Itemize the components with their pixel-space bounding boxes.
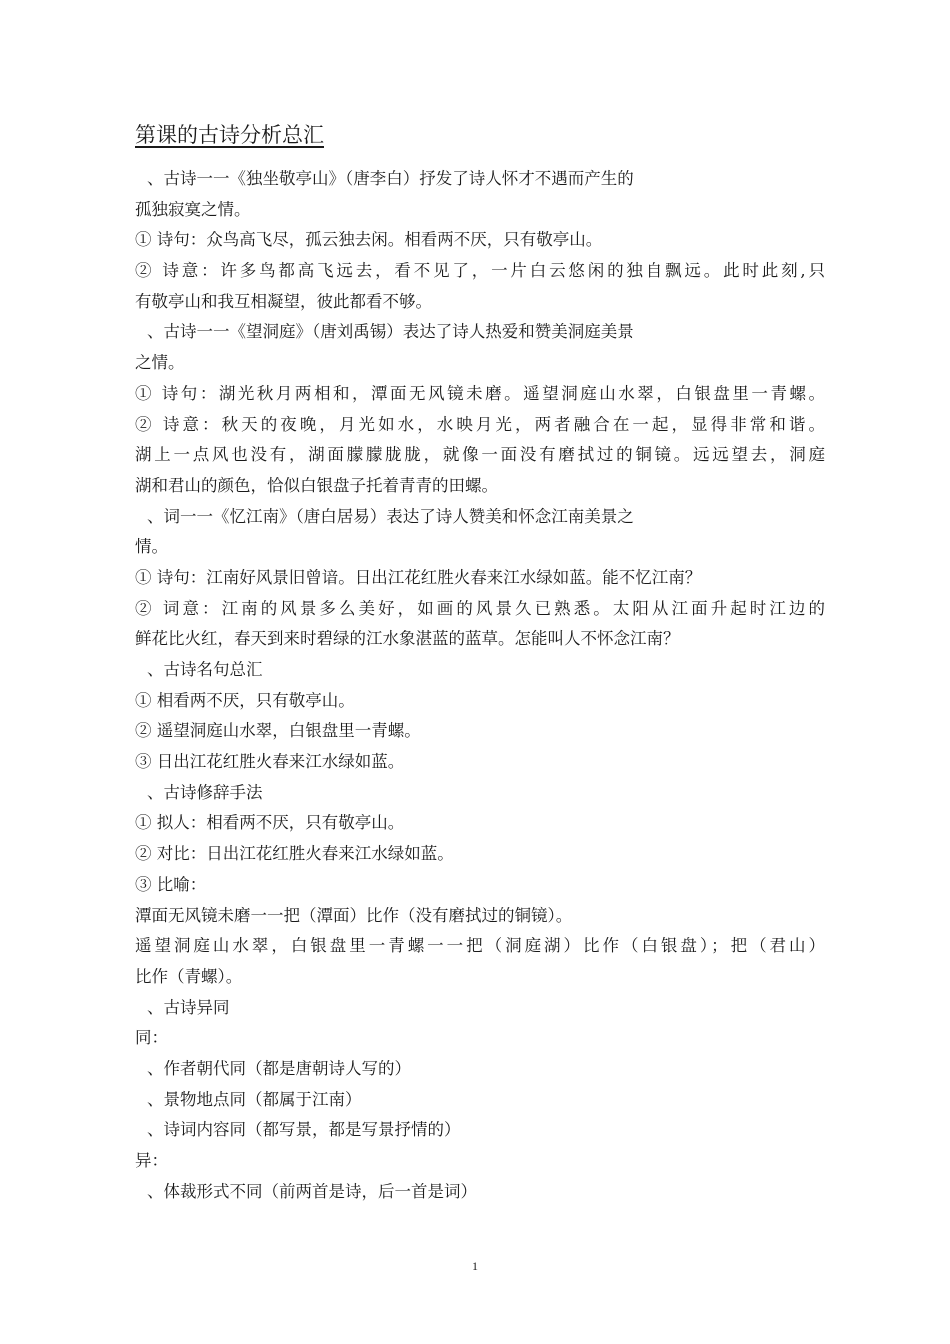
poem-meaning-1: ② 诗意：许多鸟都高飞远去，看不见了，一片白云悠闲的独自飘远。此时此刻,只 — [135, 261, 825, 281]
paragraph-line: 湖和君山的颜色，恰似白银盘子托着青青的田螺。 — [135, 475, 498, 495]
paragraph-line: 情。 — [135, 537, 168, 557]
list-item: 、诗词内容同（都写景，都是写景抒情的） — [147, 1120, 461, 1140]
list-item: ③ 日出江花红胜火春来江水绿如蓝。 — [135, 752, 405, 772]
list-item: ③ 比喻： — [135, 874, 207, 894]
paragraph-line: 遥望洞庭山水翠，白银盘里一青螺一一把（洞庭湖）比作（白银盘）；把（君山） — [135, 936, 825, 956]
section-heading-1: 、古诗一一《独坐敬亭山》（唐李白）抒发了诗人怀才不遇而产生的 — [147, 169, 634, 188]
poem-meaning-2: ② 诗意：秋天的夜晚，月光如水，水映月光，两者融合在一起，显得非常和谐。 — [135, 414, 825, 434]
section-heading-2: 、古诗一一《望洞庭》（唐刘禹锡）表达了诗人热爱和赞美洞庭美景 — [147, 322, 634, 342]
paragraph-line: 比作（青螺）。 — [135, 966, 243, 986]
page-number: 1 — [472, 1259, 478, 1273]
list-item: ② 对比：日出江花红胜火春来江水绿如蓝。 — [135, 844, 454, 864]
paragraph-line: 鲜花比火红，春天到来时碧绿的江水象湛蓝的蓝草。怎能叫人不怀念江南？ — [135, 629, 680, 649]
section-heading-3: 、词一一《忆江南》（唐白居易）表达了诗人赞美和怀念江南美景之 — [147, 506, 634, 526]
poem-lines-2: ① 诗句：湖光秋月两相和，潭面无风镜未磨。遥望洞庭山水翠，白银盘里一青螺。 — [135, 383, 825, 403]
paragraph-line: 有敬亭山和我互相凝望，彼此都看不够。 — [135, 291, 432, 311]
list-item: 、作者朝代同（都是唐朝诗人写的） — [147, 1058, 411, 1078]
paragraph-line: 孤独寂寞之情。 — [135, 199, 251, 219]
paragraph-line: 湖上一点风也没有，湖面朦朦胧胧，就像一面没有磨拭过的铜镜。远远望去，洞庭 — [135, 445, 825, 465]
subheading-same: 同： — [135, 1028, 168, 1048]
list-item: ① 拟人：相看两不厌，只有敬亭山。 — [135, 813, 405, 833]
poem-meaning-3: ② 词意：江南的风景多么美好，如画的风景久已熟悉。太阳从江面升起时江边的 — [135, 598, 825, 618]
list-item: 、体裁形式不同（前两首是诗，后一首是词） — [147, 1181, 477, 1201]
section-heading-6: 、古诗异同 — [147, 997, 230, 1017]
list-item: 、景物地点同（都属于江南） — [147, 1089, 362, 1109]
list-item: ① 相看两不厌，只有敬亭山。 — [135, 690, 355, 710]
section-heading-5: 、古诗修辞手法 — [147, 782, 263, 802]
poem-lines-3: ① 诗句：江南好风景旧曾谙。日出江花红胜火春来江水绿如蓝。能不忆江南？ — [135, 567, 702, 587]
poem-lines-1: ① 诗句：众鸟高飞尽，孤云独去闲。相看两不厌，只有敬亭山。 — [135, 230, 603, 250]
subheading-different: 异： — [135, 1151, 168, 1170]
paragraph-line: 之情。 — [135, 353, 185, 373]
paragraph-line: 潭面无风镜未磨一一把（潭面）比作（没有磨拭过的铜镜）。 — [135, 905, 573, 925]
document-title: 第课的古诗分析总汇 — [135, 123, 324, 147]
document-body — [135, 164, 825, 1207]
list-item: ② 遥望洞庭山水翠，白银盘里一青螺。 — [135, 721, 421, 741]
section-heading-4: 、古诗名句总汇 — [147, 660, 263, 679]
